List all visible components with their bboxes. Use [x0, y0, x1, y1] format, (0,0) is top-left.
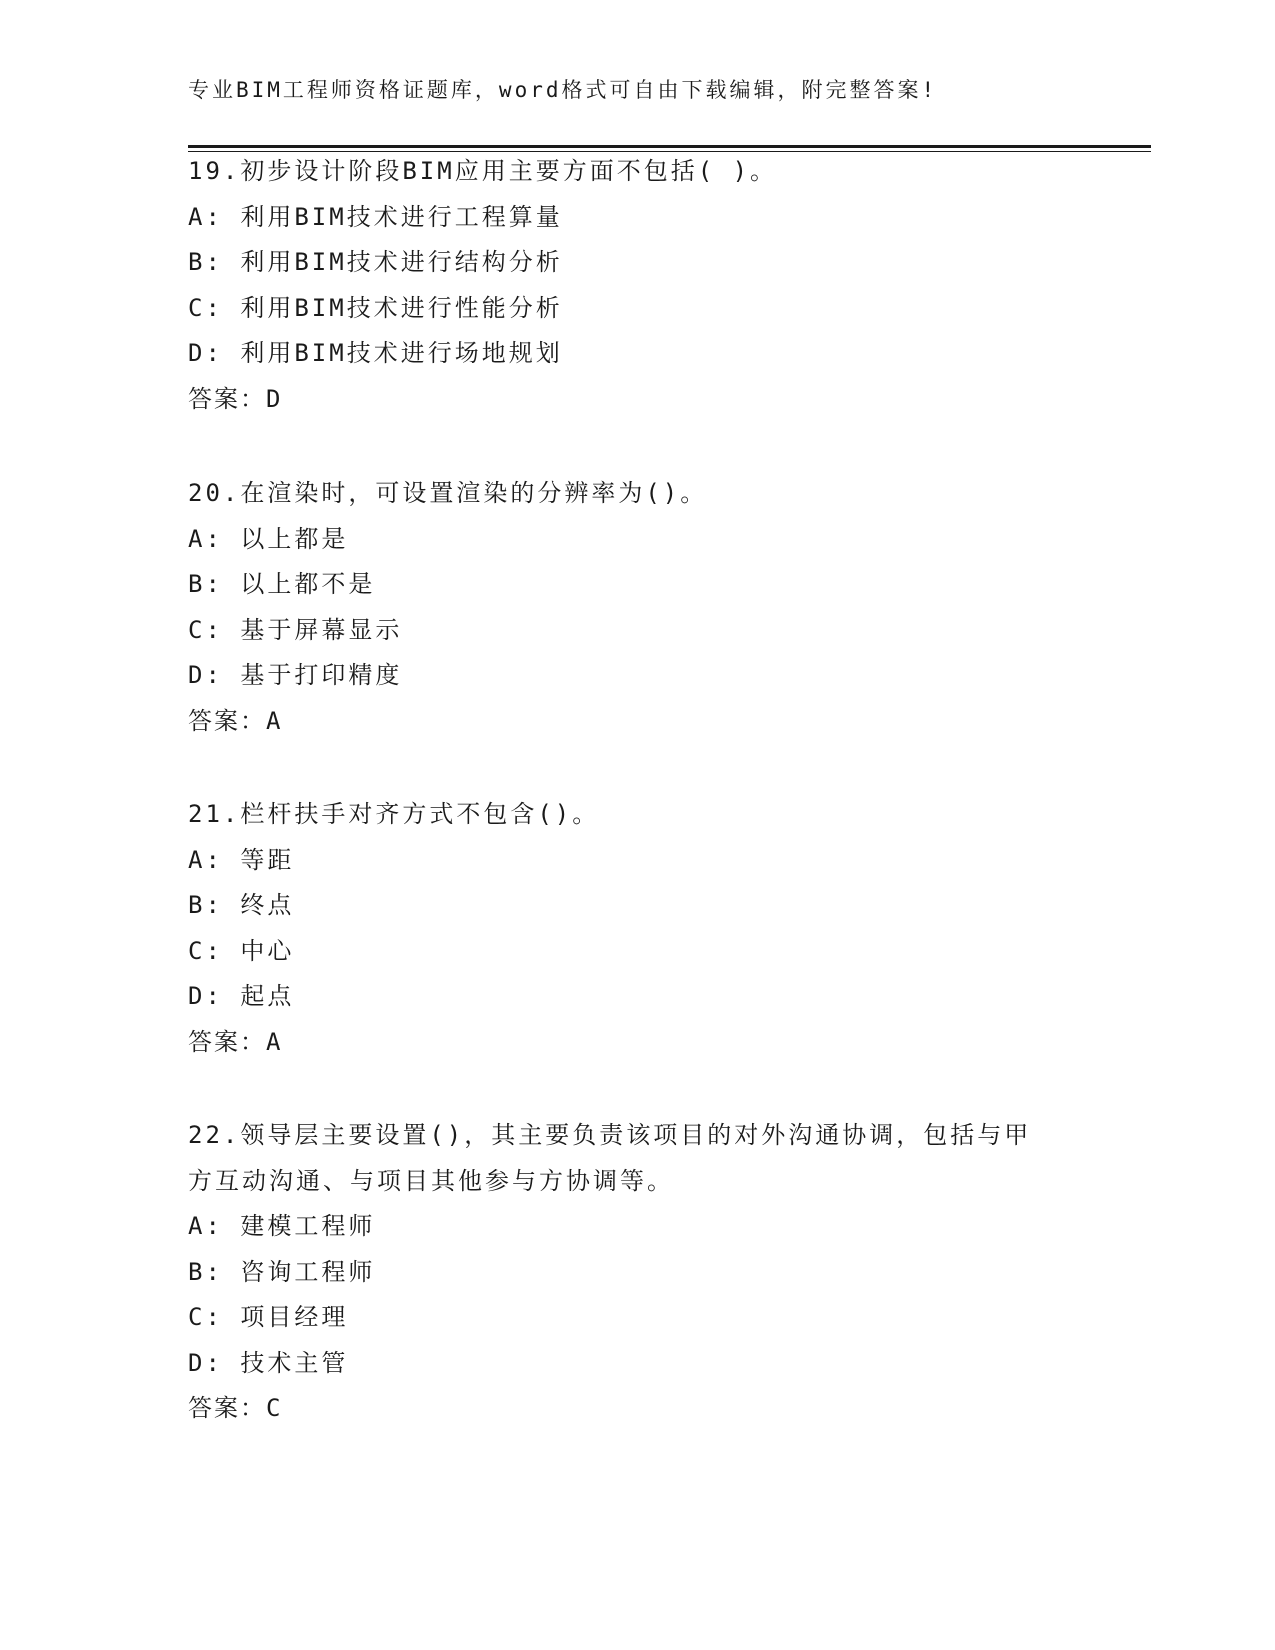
answer-label: 答案： — [188, 706, 266, 735]
question-stem: 20.在渲染时，可设置渲染的分辨率为()。 — [188, 479, 708, 507]
answer-line — [188, 1386, 1088, 1432]
option-c: C: 基于屏幕显示 — [188, 615, 403, 644]
option-b: B: 咨询工程师 — [188, 1257, 376, 1286]
question-stem: 22.领导层主要设置()，其主要负责该项目的对外沟通协调，包括与甲 — [188, 1121, 1032, 1149]
option-d: D: 技术主管 — [188, 1348, 349, 1377]
option-b: B: 终点 — [188, 891, 295, 919]
option-a: A: 利用BIM技术进行工程算量 — [188, 202, 563, 231]
answer-label: 答案： — [188, 1394, 266, 1422]
option-a: A: 以上都是 — [188, 524, 349, 553]
answer-value: D — [266, 384, 283, 413]
answer-label: 答案： — [188, 1027, 266, 1056]
question-stem: 19.初步设计阶段BIM应用主要方面不包括( )。 — [188, 157, 778, 185]
answer-label: 答案： — [188, 384, 266, 413]
answer-line — [188, 1020, 1088, 1066]
option-b: B: 利用BIM技术进行结构分析 — [188, 248, 563, 276]
question-21 — [188, 792, 1088, 1065]
option-c: C: 中心 — [188, 936, 295, 965]
option-b: B: 以上都不是 — [188, 570, 376, 598]
page-header: 专业BIM工程师资格证题库，word格式可自由下载编辑，附完整答案! — [188, 78, 938, 102]
option-d: D: 利用BIM技术进行场地规划 — [188, 339, 563, 367]
answer-value: C — [266, 1394, 283, 1422]
question-19 — [188, 149, 1088, 422]
option-a: A: 等距 — [188, 845, 295, 874]
header-rule-thick — [188, 145, 1151, 148]
answer-value: A — [266, 706, 283, 735]
answer-line — [188, 699, 1088, 745]
question-stem-continued: 方互动沟通、与项目其他参与方协调等。 — [188, 1166, 674, 1195]
option-d: D: 基于打印精度 — [188, 661, 403, 689]
question-20 — [188, 471, 1088, 744]
option-c: C: 利用BIM技术进行性能分析 — [188, 293, 563, 322]
option-d: D: 起点 — [188, 982, 295, 1010]
answer-value: A — [266, 1027, 283, 1056]
answer-line — [188, 377, 1088, 423]
option-c: C: 项目经理 — [188, 1303, 349, 1331]
question-stem: 21.栏杆扶手对齐方式不包含()。 — [188, 800, 600, 828]
option-a: A: 建模工程师 — [188, 1212, 376, 1240]
question-22 — [188, 1113, 1088, 1432]
